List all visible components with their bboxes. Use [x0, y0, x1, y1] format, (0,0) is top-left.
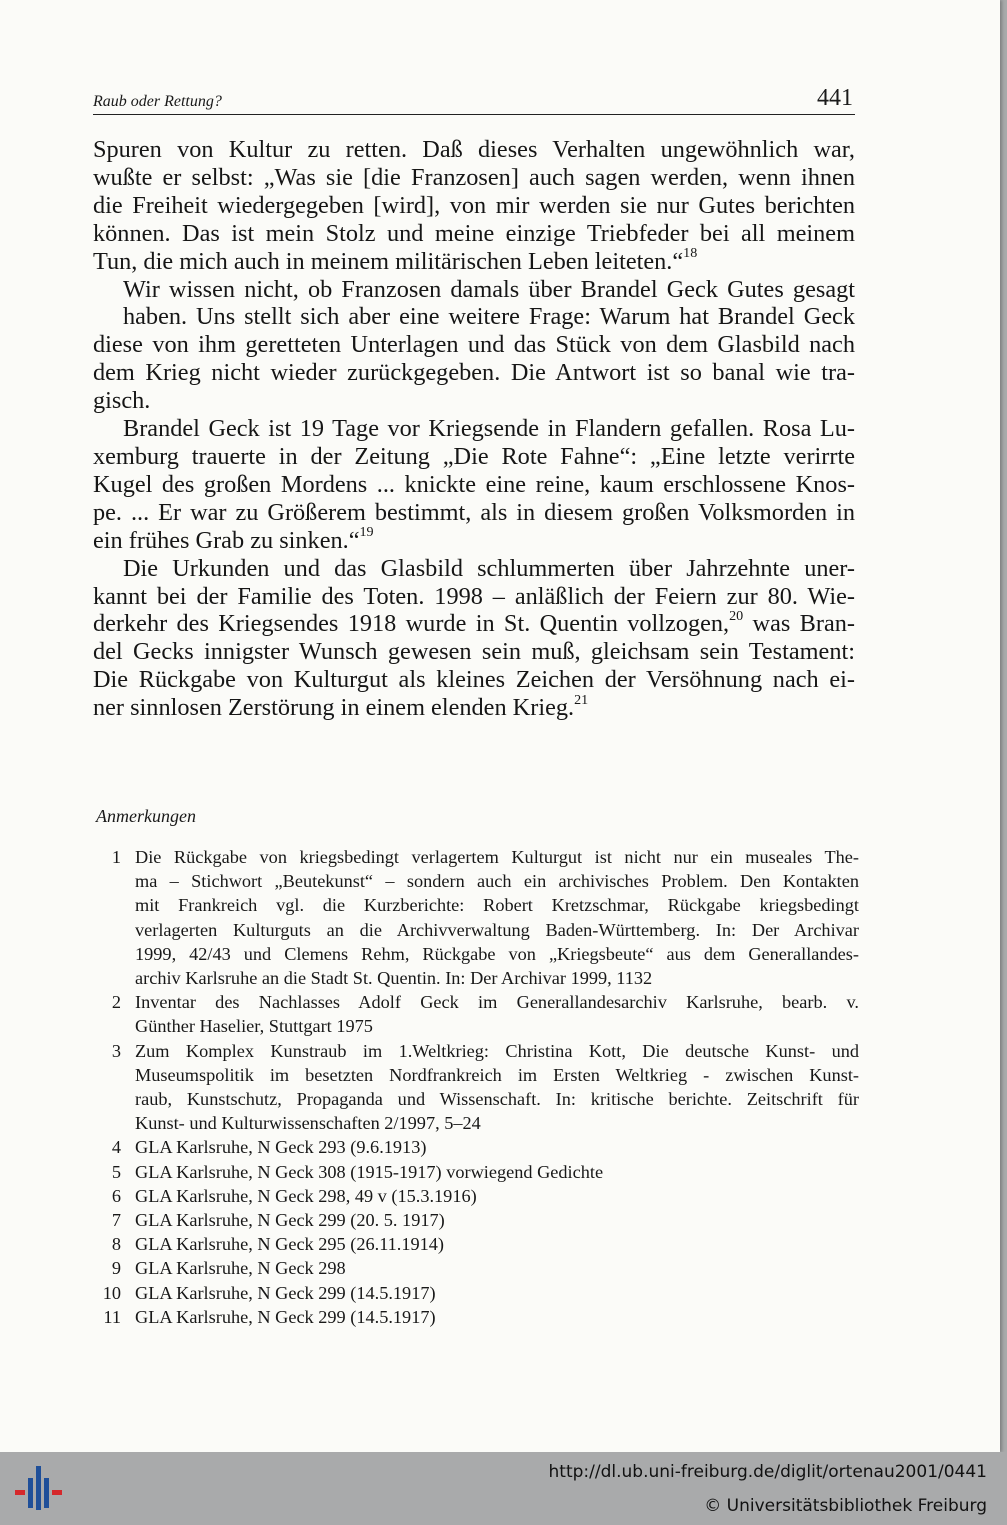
footnote-item [93, 1281, 859, 1305]
footnote-number: 9 [111, 1258, 121, 1279]
footnote-ref-19: 19 [359, 524, 374, 541]
footnote-item [93, 1039, 859, 1136]
footer-url-link[interactable]: http://dl.ub.uni-freiburg.de/diglit/ortenau2001/0441 [548, 1462, 987, 1482]
text-line [93, 610, 855, 638]
footnote-item [93, 1232, 859, 1256]
footnote-line: Museumspolitik im besetzten Nordfrankreich im Ersten Weltkrieg - zwischen Kunst- [135, 1064, 859, 1085]
footnote-line: GLA Karlsruhe, N Geck 295 (26.11.1914) [135, 1234, 445, 1255]
footnote-text [135, 845, 859, 990]
footnote-line: Die Rückgabe von kriegsbedingt verlagertem Kulturgut ist nicht nur ein museales The- [135, 847, 859, 867]
footnote-line: GLA Karlsruhe, N Geck 298, 49 v (15.3.1916) [135, 1185, 477, 1206]
text-line: pe. ... Er war zu Größerem bestimmt, als in diesem großen Volksmorden in [93, 498, 855, 526]
footnote-text [135, 1160, 859, 1184]
text-segment: derkehr des Kriegsendes 1918 wurde in St. Quentin vollzogen, [93, 610, 730, 638]
footnote-text [135, 1256, 859, 1280]
viewer-footer [0, 1452, 1007, 1525]
footnote-line: GLA Karlsruhe, N Geck 299 (14.5.1917) [135, 1282, 436, 1303]
footnote-item [93, 1160, 859, 1184]
text-line: Spuren von Kultur zu retten. Daß dieses Verhalten ungewöhnlich war, [93, 136, 855, 163]
footnote-line: GLA Karlsruhe, N Geck 293 (9.6.1913) [135, 1137, 427, 1158]
ub-freiburg-logo-icon[interactable] [14, 1464, 64, 1512]
footnote-text [135, 1184, 859, 1208]
footnote-item [93, 1256, 859, 1280]
footnote-item [93, 1135, 859, 1159]
text-line: die Freiheit wiedergegeben [wird], von mir werden sie nur Gutes berichten [93, 191, 855, 219]
text-line: dem Krieg nicht wieder zurückgegeben. Die Antwort ist so banal wie tra- [93, 359, 855, 387]
footnote-line: ma – Stichwort „Beutekunst“ – sondern auch ein archivisches Problem. Den Kontakten [135, 871, 859, 892]
paragraph-2 [93, 276, 855, 416]
running-title: Raub oder Rettung? [93, 93, 222, 110]
footnote-line: GLA Karlsruhe, N Geck 298 [135, 1258, 346, 1279]
footnote-line: GLA Karlsruhe, N Geck 299 (14.5.1917) [135, 1306, 436, 1327]
text-line: haben. Uns stellt sich aber eine weitere Frage: Warum hat Brandel Geck [123, 303, 855, 331]
text-line [93, 691, 855, 722]
page-number: 441 [817, 85, 853, 111]
paragraph-3 [93, 415, 855, 555]
footnote-ref-21: 21 [574, 691, 589, 708]
footnote-line: Zum Komplex Kunstraub im 1.Weltkrieg: Christina Kott, Die deutsche Kunst- und [135, 1040, 859, 1061]
footnote-number: 10 [102, 1282, 121, 1303]
text-segment: ein frühes Grab zu sinken.“ [93, 526, 360, 554]
footnote-item [93, 845, 859, 990]
footnote-line: mit Frankreich vgl. die Kurzberichte: Robert Kretzschmar, Rückgabe kriegsbedingt [135, 895, 859, 916]
footnote-number: 8 [111, 1234, 121, 1255]
text-line: Die Rückgabe von Kulturgut als kleines Zeichen der Versöhnung nach ei- [93, 666, 855, 694]
notes-list [93, 845, 859, 1329]
footnote-number: 1 [111, 847, 121, 867]
footnote-text [135, 1208, 859, 1232]
notes-heading: Anmerkungen [96, 806, 196, 826]
footnote-line: Günther Haselier, Stuttgart 1975 [135, 1016, 373, 1037]
footnote-line: Kunst- und Kulturwissenschaften 2/1997, 5–24 [135, 1113, 481, 1134]
text-line: del Gecks innigster Wunsch gewesen sein muß, gleichsam sein Testament: [93, 638, 855, 666]
text-line: wußte er selbst: „Was sie [die Franzosen] auch sagen werden, wenn ihnen [93, 163, 855, 191]
text-line: kannt bei der Familie des Toten. 1998 – anläßlich der Feiern zur 80. Wie- [93, 582, 855, 610]
footnote-number: 2 [111, 992, 121, 1013]
text-segment: Tun, die mich auch in meinem militärischen Leben leiteten.“ [93, 247, 684, 275]
text-segment: ner sinnlosen Zerstörung in einem elenden Krieg. [93, 694, 575, 722]
footnote-text [135, 1039, 859, 1136]
text-segment: was Bran- [743, 610, 855, 638]
footnote-text [135, 1135, 859, 1159]
footnote-number: 5 [111, 1161, 121, 1182]
footnote-line: raub, Kunstschutz, Propaganda und Wissenschaft. In: kritische berichte. Zeitschrift für [135, 1089, 859, 1110]
footer-copyright: © Universitätsbibliothek Freiburg [704, 1496, 987, 1516]
text-line: können. Das ist mein Stolz und meine einzige Triebfeder bei all meinem [93, 219, 855, 247]
footnote-item [93, 990, 859, 1038]
footnote-line: Inventar des Nachlasses Adolf Geck im Generallandesarchiv Karlsruhe, bearb. v. [135, 992, 859, 1013]
footnote-number: 11 [103, 1306, 121, 1327]
footnote-text [135, 1232, 859, 1256]
footnote-number: 6 [111, 1185, 121, 1206]
footnote-ref-20: 20 [729, 608, 744, 625]
footnote-line: 1999, 42/43 und Clemens Rehm, Rückgabe von „Kriegsbeute“ aus dem Generallandes- [135, 943, 859, 964]
footnote-line: verlagerten Kulturguts an die Archivverwaltung Baden-Württemberg. In: Der Archivar [135, 919, 859, 940]
footnote-text [135, 1305, 859, 1329]
page-header [93, 80, 855, 115]
footnote-text [135, 990, 859, 1038]
footnote-number: 3 [111, 1040, 121, 1061]
footnote-line: archiv Karlsruhe an die Stadt St. Quentin. In: Der Archivar 1999, 1132 [135, 968, 653, 989]
text-line: diese von ihm geretteten Unterlagen und das Stück von dem Glasbild nach [93, 331, 855, 359]
paragraph-4 [93, 555, 855, 722]
footnote-line: GLA Karlsruhe, N Geck 299 (20. 5. 1917) [135, 1210, 445, 1231]
text-line: xemburg trauerte in der Zeitung „Die Rote Fahne“: „Eine letzte verirrte [93, 442, 855, 470]
text-line: Wir wissen nicht, ob Franzosen damals über Brandel Geck Gutes gesagt [123, 275, 855, 303]
footnote-number: 7 [111, 1210, 121, 1231]
text-line [93, 245, 855, 276]
paragraph-1 [93, 136, 855, 276]
footnote-line: GLA Karlsruhe, N Geck 308 (1915-1917) vorwiegend Gedichte [135, 1161, 604, 1182]
footnote-item [93, 1208, 859, 1232]
footnote-item [93, 1184, 859, 1208]
footnote-number: 4 [111, 1137, 121, 1158]
footnote-ref-18: 18 [683, 245, 698, 262]
footnote-text [135, 1281, 859, 1305]
footnote-item [93, 1305, 859, 1329]
text-line: Brandel Geck ist 19 Tage vor Kriegsende in Flandern gefallen. Rosa Lu- [123, 415, 855, 443]
body-text [93, 136, 855, 722]
text-line [93, 524, 855, 555]
text-line: gisch. [93, 387, 151, 415]
text-line: Kugel des großen Mordens ... knickte eine reine, kaum erschlossene Knos- [93, 470, 855, 498]
text-line: Die Urkunden und das Glasbild schlummerten über Jahrzehnte uner- [123, 554, 855, 582]
